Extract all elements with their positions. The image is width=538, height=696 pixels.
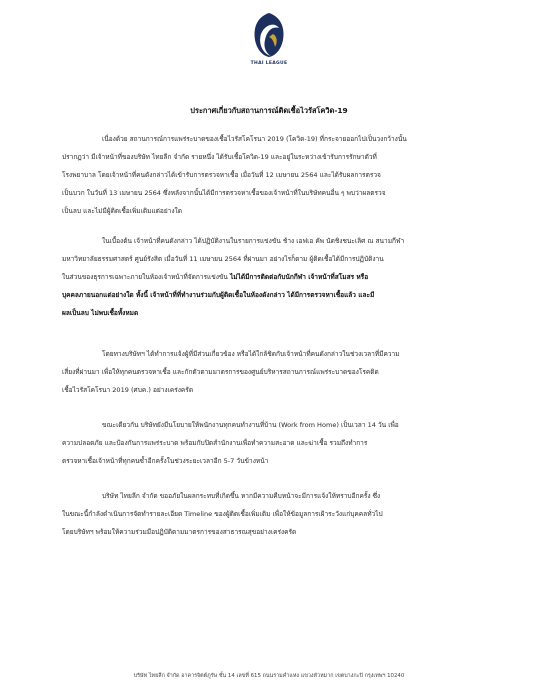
- thai-league-emblem-icon: [249, 10, 289, 60]
- paragraph-2: [62, 232, 442, 322]
- paragraph-line: [62, 286, 442, 304]
- paragraph-line: เชื้อไวรัสโคโรนา 2019 (ศบค.) อย่างเคร่งครัด: [62, 386, 194, 394]
- paragraph-5: [62, 487, 442, 541]
- paragraph-line: เป็นลบ และไม่มีผู้ติดเชื้อเพิ่มเติมแต่อย่างใด: [62, 207, 182, 215]
- paragraph-line: [62, 268, 442, 286]
- paragraph-text: ในส่วนของธุรการเฉพาะภายในห้องเจ้าหน้าที่จัดการแข่งขัน: [62, 273, 230, 281]
- paragraph-line: ตรวจหาเชื้อเจ้าหน้าที่ทุกคนซ้ำอีกครั้งในช่วงระยะเวลาอีก 5-7 วันข้างหน้า: [62, 457, 269, 465]
- paragraph-line: โดยบริษัทฯ พร้อมให้ความร่วมมือปฏิบัติตามมาตรการของสาธารณสุขอย่างเคร่งครัด: [62, 528, 297, 536]
- paragraph-4: [62, 416, 442, 470]
- paragraph-line: เป็นบวก ในวันที่ 13 เมษายน 2564 ซึ่งหลังจากนั้นได้มีการตรวจหาเชื้อของเจ้าหน้าที่ในบริษัทคนอื่น ๆ พบว่าผลตรวจ: [62, 189, 386, 197]
- paragraph-line: ความปลอดภัย และป้องกันการแพร่ระบาด พร้อมกับปิดสำนักงานเพื่อทำความสะอาด และฆ่าเชื้อ รวมถึงทำการ: [62, 439, 368, 447]
- paragraph-bold-text: ไม่ได้มีการติดต่อกับนักกีฬา เจ้าหน้าที่สโมสร หรือ: [229, 273, 369, 281]
- paragraph-3: [62, 345, 442, 399]
- paragraph-line: [62, 304, 442, 322]
- paragraph-line: เนื่องด้วย สถานการณ์การแพร่ระบาดของเชื้อไวรัสโคโรนา 2019 (โควิด-19) ที่กระจายออกไปเป็นวงกว้างนั้น: [102, 135, 407, 143]
- logo-wordmark: THAI LEAGUE: [250, 61, 288, 66]
- page-footer: บริษัท ไทยลีก จำกัด อาคารจิตต์ภูรัษ ชั้น 14 เลขที่ 615 ถนนรามคำแหง แขวงหัวหมาก เขตบางกะปิ กรุงเทพฯ 10240: [133, 673, 405, 679]
- paragraph-line: ในเบื้องต้น เจ้าหน้าที่คนดังกล่าว ได้ปฏิบัติงานในรายการแข่งขัน ช้าง เอฟเอ คัพ นัดชิงชนะเลิศ ณ สนามกีฬา: [102, 237, 405, 245]
- paragraph-line: ในขณะนี้กำลังดำเนินการจัดทำรายละเอียด Timeline ของผู้ติดเชื้อเพิ่มเติม เพื่อให้ข้อมูลการเฝ้าระวังแก่บุคคลทั่วไป: [62, 510, 383, 518]
- paragraph-line: ขณะเดียวกัน บริษัทยังมีนโยบายให้พนักงานทุกคนทำงานที่บ้าน (Work from Home) เป็นเวลา 14 วัน เพื่อ: [102, 421, 399, 429]
- page-title: ประกาศเกี่ยวกับสถานการณ์ติดเชื้อไวรัสโควิด-19: [190, 106, 348, 115]
- paragraph-bold-text: บุคคลภายนอกแต่อย่างใด ทั้งนี้ เจ้าหน้าที่ที่ทำงานร่วมกับผู้ติดเชื้อในห้องดังกล่าว ได้มีการตรวจหาเชื้อแล้ว และมี: [62, 291, 375, 299]
- paragraph-bold-text: ผลเป็นลบ ไม่พบเชื้อทั้งหมด: [62, 309, 139, 317]
- paragraph-line: บริษัท ไทยลีก จำกัด ขออภัยในผลกระทบที่เกิดขึ้น หากมีความคืบหน้าจะมีการแจ้งให้ทราบอีกครั้ง ซึ่ง: [102, 492, 381, 500]
- paragraph-line: มหาวิทยาลัยธรรมศาสตร์ ศูนย์รังสิต เมื่อวันที่ 11 เมษายน 2564 ที่ผ่านมา อย่างไรก็ตาม ผู้ติดเชื้อได้มีการปฏิบัติงาน: [62, 255, 384, 263]
- paragraph-line: ปรากฏว่า มีเจ้าหน้าที่ของบริษัท ไทยลีก จำกัด รายหนึ่ง ได้รับเชื้อโควิด-19 และอยู่ในระหว่างเข้ารับการรักษาตัวที่: [62, 153, 377, 161]
- paragraph-line: โรงพยาบาล โดยเจ้าหน้าที่คนดังกล่าวได้เข้ารับการตรวจหาเชื้อ เมื่อวันที่ 12 เมษายน 2564 และได้รับผลการตรวจ: [62, 171, 381, 179]
- paragraph-1: [62, 130, 442, 220]
- thai-league-logo: [245, 10, 293, 72]
- paragraph-line: โดยทางบริษัทฯ ได้ทำการแจ้งผู้ที่มีส่วนเกี่ยวข้อง หรือได้ใกล้ชิดกับเจ้าหน้าที่คนดังกล่าวในช่วงเวลาที่มีความ: [102, 350, 400, 358]
- paragraph-line: เสี่ยงที่ผ่านมา เพื่อให้ทุกคนตรวจหาเชื้อ และกักตัวตามมาตรการของศูนย์บริหารสถานการณ์แพร่ระบาดของโรคติด: [62, 368, 379, 376]
